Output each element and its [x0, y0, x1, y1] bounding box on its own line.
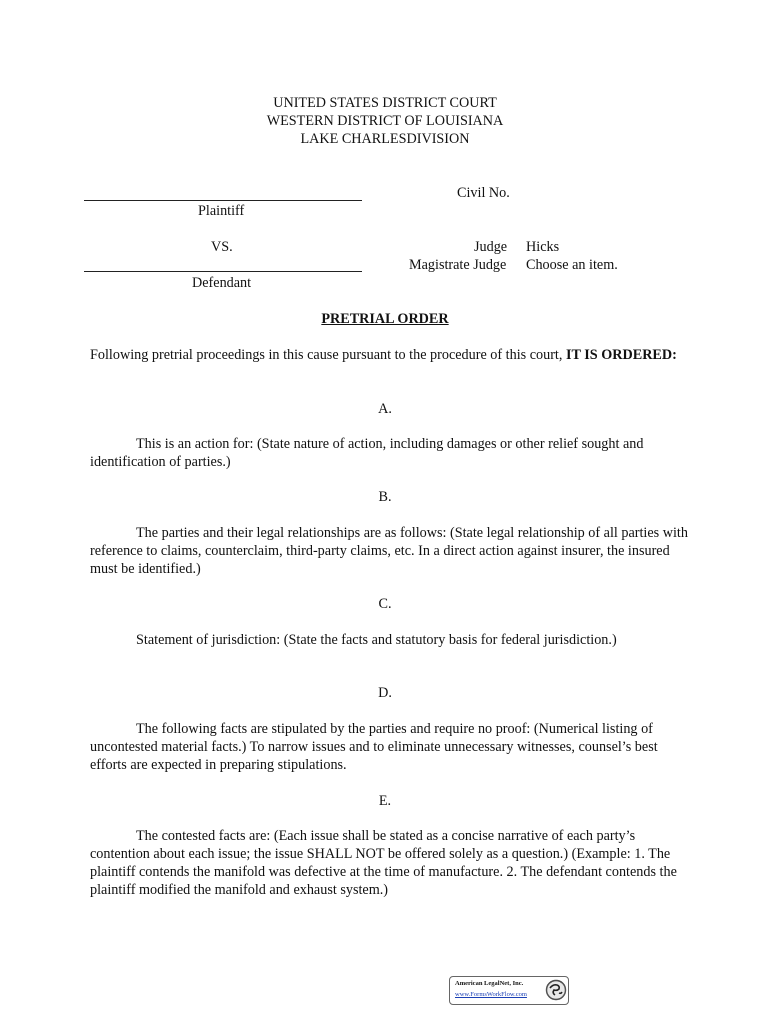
section-letter-d: D. [378, 685, 392, 701]
defendant-label: Defendant [192, 275, 252, 291]
footer-company: American LegalNet, Inc. [455, 980, 524, 987]
court-district: WESTERN DISTRICT OF LOUISIANA [266, 113, 504, 129]
section-text-e [90, 827, 690, 899]
vs-label: VS. [211, 239, 233, 255]
plaintiff-line[interactable] [84, 200, 362, 201]
section-c-body: Statement of jurisdiction: (State the facts and statutory basis for federal jurisdiction.) [136, 632, 617, 648]
section-letter-c: C. [378, 596, 392, 612]
judge-name[interactable]: Hicks [526, 239, 560, 255]
intro-ordered: IT IS ORDERED: [565, 347, 677, 363]
section-letter-e: E. [378, 793, 392, 809]
section-text-d [90, 720, 690, 774]
section-d-body: The following facts are stipulated by the parties and require no proof: (Numerical listing of uncontested material facts.) To narrow issues and to eliminate unnecessary witnesses, counsel’s best efforts are expected in preparing stipulations. [90, 721, 658, 773]
footer-logo-box [449, 976, 569, 1005]
section-letter-a: A. [378, 401, 392, 417]
section-a-body: This is an action for: (State nature of action, including damages or other relief sought and identification of parties.) [90, 436, 644, 470]
judge-label: Judge [474, 239, 508, 255]
footer-url-link[interactable]: www.FormsWorkFlow.com [455, 991, 527, 998]
court-division: LAKE CHARLESDIVISION [300, 131, 470, 147]
section-b-body: The parties and their legal relationships are as follows: (State legal relationship of all parties with reference to claims, counterclaim, third-party claims, etc. In a direct action against insurer, the insured must be identified.) [90, 525, 688, 577]
magistrate-judge-select[interactable]: Choose an item. [526, 257, 618, 273]
magistrate-judge-label: Magistrate Judge [409, 257, 507, 273]
section-letter-b: B. [378, 489, 392, 505]
section-text-a [90, 435, 690, 471]
section-text-b [90, 524, 690, 578]
intro-paragraph [90, 346, 690, 364]
plaintiff-label: Plaintiff [198, 203, 245, 219]
globe-icon [545, 979, 567, 1001]
section-e-body: The contested facts are: (Each issue shall be stated as a concise narrative of each party’s contention about each issue; the issue SHALL NOT be offered solely as a question.) (Example: 1. The plaintiff contends the manifold was defective at the time of manufacture. 2. The defendant contends the plaintiff modified the manifold and exhaust system.) [90, 828, 677, 898]
section-text-c [90, 631, 690, 649]
document-title: PRETRIAL ORDER [321, 311, 449, 327]
court-name: UNITED STATES DISTRICT COURT [273, 95, 497, 111]
defendant-line[interactable] [84, 271, 362, 272]
intro-text: Following pretrial proceedings in this cause pursuant to the procedure of this court, [90, 347, 566, 363]
civil-no-label: Civil No. [457, 185, 510, 201]
